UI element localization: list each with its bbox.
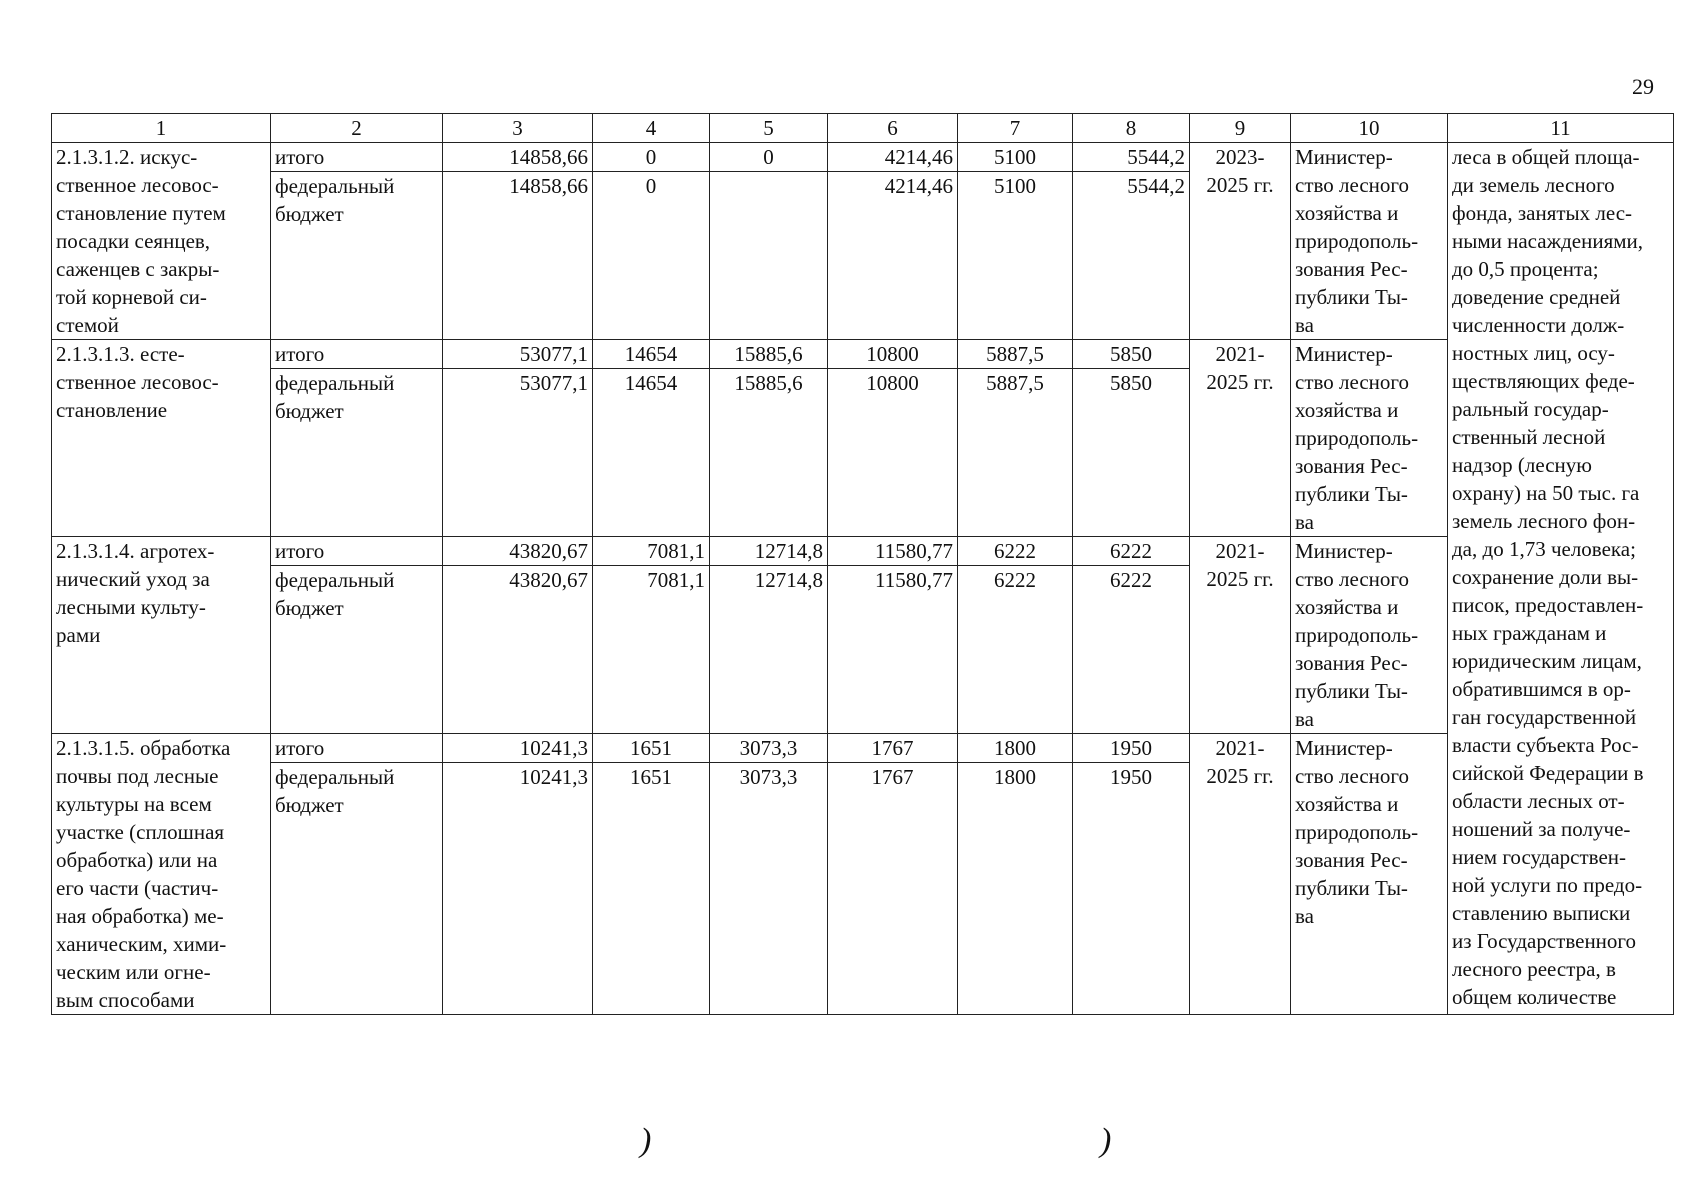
responsible-cell: Министер- ство лесного хозяйства и природополь- зования Рес- публики Ты- ва [1291, 537, 1448, 734]
year-amount: 1950 [1073, 763, 1190, 1015]
source-label: итого [271, 143, 443, 172]
year-amount: 6222 [958, 537, 1073, 566]
year-amount: 5544,2 [1073, 172, 1190, 340]
year-amount: 10800 [828, 369, 958, 537]
year-amount: 3073,3 [710, 763, 828, 1015]
expected-result-cell: леса в общей площа- ди земель лесного фонда, занятых лес- ными насаждениями, до 0,5 процента; доведение средней численности долж- ностных лиц, осу- ществляющих феде- ральный государ- ственный лесной надзор (лесную охрану) на 50 тыс. га земель лесного фон- да, до 1,73 человека; сохранение доли вы- писок, предоставлен- ных гражданам и юридическим лицам, обратившимся в ор- ган государственной власти субъекта Рос- сийской Федерации в области лесных от- ношений за получе- нием государствен- ной услуги по предо- ставлению выписки из Государственного лесного реестра, в общем количестве [1448, 143, 1674, 1015]
year-amount: 5887,5 [958, 340, 1073, 369]
period-cell: 2023- 2025 гг. [1190, 143, 1291, 340]
year-amount: 7081,1 [593, 566, 710, 734]
responsible-cell: Министер- ство лесного хозяйства и природополь- зования Рес- публики Ты- ва [1291, 143, 1448, 340]
total-amount: 14858,66 [443, 143, 593, 172]
col-header-3: 3 [443, 114, 593, 143]
program-table [51, 113, 1674, 1015]
year-amount: 5887,5 [958, 369, 1073, 537]
year-amount: 14654 [593, 340, 710, 369]
responsible-cell: Министер- ство лесного хозяйства и природополь- зования Рес- публики Ты- ва [1291, 734, 1448, 1015]
year-amount: 1651 [593, 763, 710, 1015]
period-cell: 2021- 2025 гг. [1190, 734, 1291, 1015]
year-amount: 1651 [593, 734, 710, 763]
year-amount: 0 [710, 143, 828, 172]
col-header-8: 8 [1073, 114, 1190, 143]
year-amount: 4214,46 [828, 172, 958, 340]
activity-name: 2.1.3.1.3. есте- ственное лесовос- становление [52, 340, 271, 537]
table-row [52, 537, 1674, 566]
year-amount: 10800 [828, 340, 958, 369]
year-amount: 1800 [958, 734, 1073, 763]
col-header-6: 6 [828, 114, 958, 143]
page-number: 29 [1632, 74, 1654, 99]
col-header-10: 10 [1291, 114, 1448, 143]
col-header-7: 7 [958, 114, 1073, 143]
year-amount: 6222 [1073, 566, 1190, 734]
year-amount: 3073,3 [710, 734, 828, 763]
year-amount: 1767 [828, 763, 958, 1015]
source-label: федеральный бюджет [271, 172, 443, 340]
year-amount: 0 [593, 143, 710, 172]
total-amount: 43820,67 [443, 537, 593, 566]
col-header-2: 2 [271, 114, 443, 143]
year-amount: 6222 [1073, 537, 1190, 566]
responsible-cell: Министер- ство лесного хозяйства и природополь- зования Рес- публики Ты- ва [1291, 340, 1448, 537]
year-amount: 1950 [1073, 734, 1190, 763]
col-header-4: 4 [593, 114, 710, 143]
table-row [52, 340, 1674, 369]
total-amount: 53077,1 [443, 369, 593, 537]
year-amount: 15885,6 [710, 369, 828, 537]
period-cell: 2021- 2025 гг. [1190, 537, 1291, 734]
total-amount: 14858,66 [443, 172, 593, 340]
year-amount: 5100 [958, 143, 1073, 172]
source-label: федеральный бюджет [271, 763, 443, 1015]
period-cell: 2021- 2025 гг. [1190, 340, 1291, 537]
year-amount: 7081,1 [593, 537, 710, 566]
year-amount: 4214,46 [828, 143, 958, 172]
source-label: федеральный бюджет [271, 369, 443, 537]
scan-mark: ) [1100, 1122, 1112, 1159]
year-amount: 12714,8 [710, 537, 828, 566]
column-number-row [52, 114, 1674, 143]
year-amount: 5100 [958, 172, 1073, 340]
col-header-1: 1 [52, 114, 271, 143]
activity-name: 2.1.3.1.2. искус- ственное лесовос- становление путем посадки сеянцев, саженцев с закры- той корневой си- стемой [52, 143, 271, 340]
year-amount: 11580,77 [828, 566, 958, 734]
year-amount: 14654 [593, 369, 710, 537]
year-amount: 11580,77 [828, 537, 958, 566]
source-label: итого [271, 340, 443, 369]
year-amount: 1800 [958, 763, 1073, 1015]
year-amount: 12714,8 [710, 566, 828, 734]
activity-name: 2.1.3.1.5. обработка почвы под лесные культуры на всем участке (сплошная обработка) или на его части (частич- ная обработка) ме- ханическим, хими- ческим или огне- вым способами [52, 734, 271, 1015]
total-amount: 53077,1 [443, 340, 593, 369]
year-amount [710, 172, 828, 340]
year-amount: 5850 [1073, 340, 1190, 369]
activity-name: 2.1.3.1.4. агротех- нический уход за лесными культу- рами [52, 537, 271, 734]
total-amount: 10241,3 [443, 734, 593, 763]
total-amount: 43820,67 [443, 566, 593, 734]
year-amount: 15885,6 [710, 340, 828, 369]
source-label: итого [271, 734, 443, 763]
year-amount: 5850 [1073, 369, 1190, 537]
table-row [52, 143, 1674, 172]
source-label: итого [271, 537, 443, 566]
table-row [52, 734, 1674, 763]
col-header-9: 9 [1190, 114, 1291, 143]
col-header-5: 5 [710, 114, 828, 143]
year-amount: 5544,2 [1073, 143, 1190, 172]
total-amount: 10241,3 [443, 763, 593, 1015]
source-label: федеральный бюджет [271, 566, 443, 734]
year-amount: 0 [593, 172, 710, 340]
scan-mark: ) [640, 1122, 652, 1159]
year-amount: 6222 [958, 566, 1073, 734]
col-header-11: 11 [1448, 114, 1674, 143]
year-amount: 1767 [828, 734, 958, 763]
